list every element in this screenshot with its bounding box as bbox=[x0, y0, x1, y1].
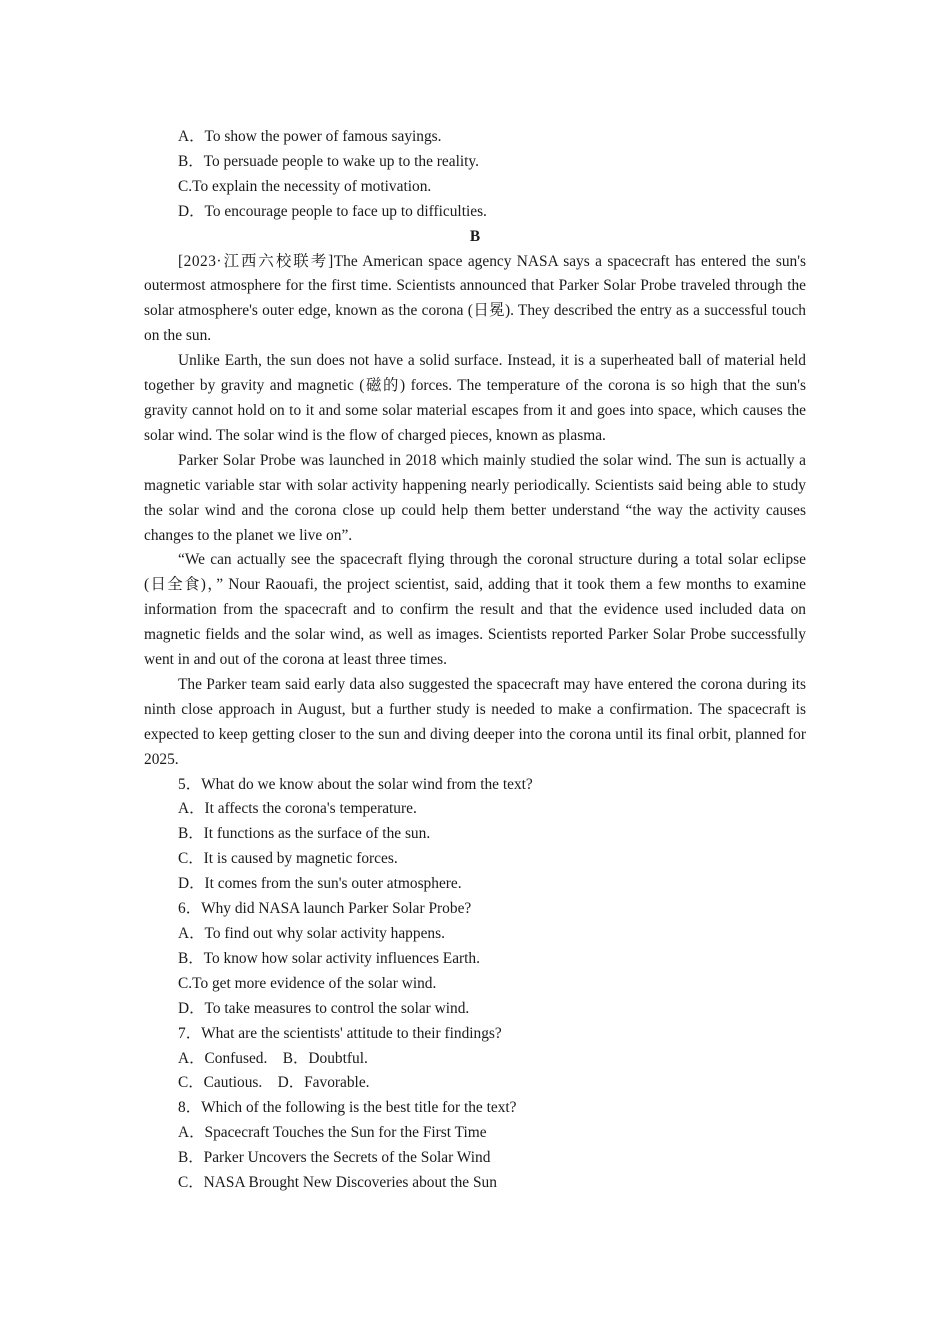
option-d: D．It comes from the sun's outer atmosphere. bbox=[178, 875, 462, 893]
option-a: A．To find out why solar activity happens. bbox=[178, 925, 445, 942]
option-c: C.To get more evidence of the solar wind. bbox=[178, 974, 437, 992]
question-7 bbox=[144, 1022, 806, 1097]
option-b: B．To persuade people to wake up to the reality. bbox=[178, 152, 479, 170]
option-b: B．It functions as the surface of the sun. bbox=[178, 825, 431, 843]
section-title: B bbox=[469, 227, 481, 245]
question-stem: 7．What are the scientists' attitude to their findings? bbox=[178, 1024, 502, 1042]
source-tag: [2023·江西六校联考] bbox=[178, 252, 334, 270]
passage-paragraph-4: “We can actually see the spacecraft flying through the coronal structure during a total solar eclipse (日全食)，” Nour Raouafi, the project scientist, said, adding that it took them a few months to examine information from the spacecraft and to confirm the result and that the evidence used included data on magnetic fields and the solar wind, as well as images. Scientists reported Parker Solar Probe successfully went in and out of the corona at least three times. bbox=[144, 551, 806, 669]
option-a: A．Spacecraft Touches the Sun for the First Time bbox=[178, 1124, 487, 1142]
prev-question-options bbox=[144, 125, 806, 225]
option-b: B．Parker Uncovers the Secrets of the Solar Wind bbox=[178, 1149, 491, 1167]
passage bbox=[144, 250, 806, 773]
question-8 bbox=[144, 1096, 806, 1196]
option-c: C．NASA Brought New Discoveries about the Sun bbox=[178, 1174, 497, 1192]
option-a-b: A．Confused. B．Doubtful. bbox=[178, 1049, 368, 1067]
question-stem: 8．Which of the following is the best title for the text? bbox=[178, 1099, 517, 1117]
passage-paragraph-2: Unlike Earth, the sun does not have a solid surface. Instead, it is a superheated ball of material held together by gravity and magnetic (磁的) forces. The temperature of the corona is so high that the sun's gravity cannot hold on to it and some solar material escapes from it and goes into space, which causes the solar wind. The solar wind is the flow of charged pieces, known as plasma. bbox=[144, 352, 806, 444]
option-d: D．To encourage people to face up to difficulties. bbox=[178, 202, 487, 220]
option-c: C.To explain the necessity of motivation. bbox=[178, 177, 432, 195]
passage-paragraph-5: The Parker team said early data also suggested the spacecraft may have entered the corona during its ninth close approach in August, but a further study is needed to make a confirmation. The spacecraft is expected to keep getting closer to the sun and diving deeper into the corona until its final orbit, planned for 2025. bbox=[144, 675, 806, 768]
option-a: A．It affects the corona's temperature. bbox=[178, 800, 417, 818]
option-b: B．To know how solar activity influences Earth. bbox=[178, 949, 480, 967]
question-stem: 6．Why did NASA launch Parker Solar Probe? bbox=[178, 900, 472, 918]
option-c-d: C．Cautious. D．Favorable. bbox=[178, 1074, 370, 1092]
option-a: A．To show the power of famous sayings. bbox=[178, 128, 442, 145]
paragraph-1-text: The American space agency NASA says a spacecraft has entered the sun's outermost atmosphere for the first time. Scientists announced that Parker Solar Probe traveled through the solar atmosphere's outer edge, known as the corona (日冕). They described the entry as a successful touch on the sun. bbox=[144, 252, 806, 345]
question-stem: 5．What do we know about the solar wind from the text? bbox=[178, 775, 533, 793]
passage-paragraph-3: Parker Solar Probe was launched in 2018 which mainly studied the solar wind. The sun is actually a magnetic variable star with solar activity happening nearly periodically. Scientists said being able to study the solar wind and the corona close up could help them better understand “the way the activity causes changes to the planet we live on”. bbox=[144, 451, 806, 544]
question-6 bbox=[144, 897, 806, 1022]
document-page bbox=[144, 125, 806, 1196]
option-d: D．To take measures to control the solar wind. bbox=[178, 999, 470, 1017]
passage-paragraph-1 bbox=[144, 250, 806, 350]
option-c: C．It is caused by magnetic forces. bbox=[178, 850, 398, 868]
question-5 bbox=[144, 773, 806, 898]
